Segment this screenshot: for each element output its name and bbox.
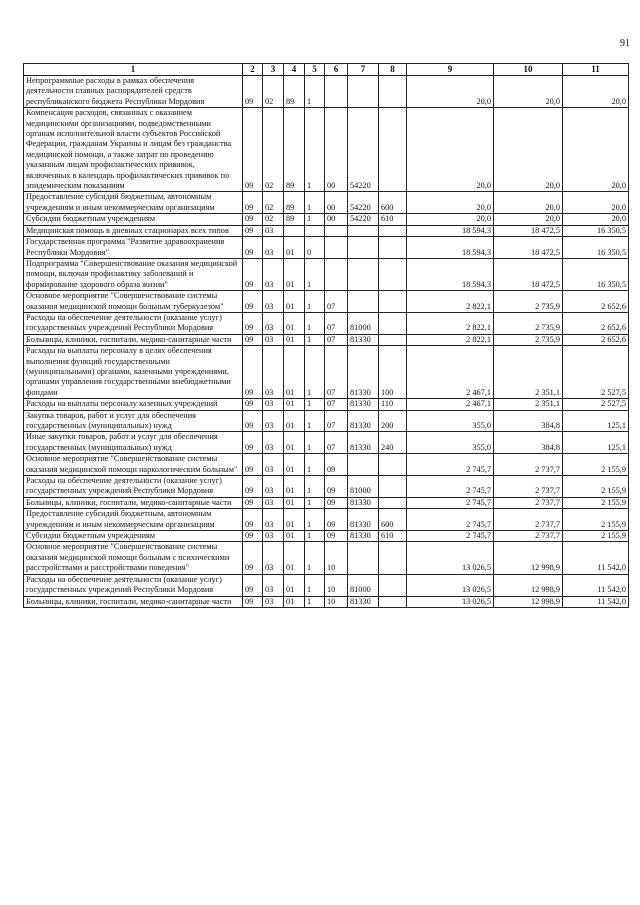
code-cell: 240 bbox=[379, 432, 407, 454]
code-cell: 01 bbox=[284, 399, 305, 410]
amount-cell: 125,1 bbox=[563, 410, 629, 432]
amount-cell: 2 155,9 bbox=[563, 476, 629, 498]
code-cell: 03 bbox=[263, 312, 284, 334]
table-row bbox=[24, 192, 629, 214]
code-cell: 09 bbox=[243, 108, 263, 192]
code-cell bbox=[325, 76, 348, 108]
table-row bbox=[24, 312, 629, 334]
amount-cell: 384,8 bbox=[494, 410, 563, 432]
table-body bbox=[24, 76, 629, 608]
column-header: 6 bbox=[325, 64, 348, 76]
amount-cell: 2 735,9 bbox=[494, 291, 563, 313]
code-cell: 1 bbox=[305, 454, 325, 476]
code-cell bbox=[305, 225, 325, 236]
code-cell: 01 bbox=[284, 258, 305, 290]
column-header: 4 bbox=[284, 64, 305, 76]
code-cell: 1 bbox=[305, 76, 325, 108]
row-name: Субсидии бюджетным учреждениям bbox=[24, 214, 243, 225]
code-cell: 01 bbox=[284, 291, 305, 313]
code-cell: 1 bbox=[305, 542, 325, 574]
row-name: Расходы на выплаты персоналу казенных учреждений bbox=[24, 399, 243, 410]
amount-cell: 2 745,7 bbox=[407, 531, 494, 542]
column-header: 11 bbox=[563, 64, 629, 76]
amount-cell: 384,8 bbox=[494, 432, 563, 454]
table-row bbox=[24, 399, 629, 410]
amount-cell: 2 737,7 bbox=[494, 454, 563, 476]
code-cell: 81330 bbox=[348, 410, 379, 432]
row-name: Иные закупки товаров, работ и услуг для обеспечения государственных (муниципальных) нужд bbox=[24, 432, 243, 454]
code-cell: 03 bbox=[263, 237, 284, 259]
row-name: Закупка товаров, работ и услуг для обеспечения государственных (муниципальных) нужд bbox=[24, 410, 243, 432]
code-cell: 03 bbox=[263, 334, 284, 345]
amount-cell: 2 745,7 bbox=[407, 497, 494, 508]
table-row bbox=[24, 542, 629, 574]
code-cell: 89 bbox=[284, 108, 305, 192]
table-row bbox=[24, 509, 629, 531]
code-cell: 03 bbox=[263, 454, 284, 476]
code-cell: 81330 bbox=[348, 497, 379, 508]
row-name: Больницы, клиники, госпитали, медико-санитарные части bbox=[24, 497, 243, 508]
code-cell: 01 bbox=[284, 596, 305, 607]
code-cell: 03 bbox=[263, 542, 284, 574]
code-cell: 09 bbox=[243, 476, 263, 498]
code-cell: 100 bbox=[379, 346, 407, 399]
code-cell: 09 bbox=[243, 334, 263, 345]
code-cell: 600 bbox=[379, 192, 407, 214]
code-cell: 01 bbox=[284, 432, 305, 454]
code-cell: 1 bbox=[305, 214, 325, 225]
amount-cell: 2 735,9 bbox=[494, 334, 563, 345]
code-cell: 09 bbox=[243, 192, 263, 214]
code-cell: 09 bbox=[243, 454, 263, 476]
code-cell: 07 bbox=[325, 291, 348, 313]
row-name: Больницы, клиники, госпитали, медико-санитарные части bbox=[24, 596, 243, 607]
table-row bbox=[24, 574, 629, 596]
amount-cell: 20,0 bbox=[563, 76, 629, 108]
code-cell bbox=[379, 574, 407, 596]
table-row bbox=[24, 258, 629, 290]
code-cell: 1 bbox=[305, 334, 325, 345]
amount-cell: 2 155,9 bbox=[563, 454, 629, 476]
code-cell: 09 bbox=[243, 237, 263, 259]
code-cell: 81000 bbox=[348, 574, 379, 596]
amount-cell: 2 745,7 bbox=[407, 454, 494, 476]
amount-cell: 2 745,7 bbox=[407, 509, 494, 531]
code-cell: 09 bbox=[243, 312, 263, 334]
amount-cell: 20,0 bbox=[494, 76, 563, 108]
table-row bbox=[24, 346, 629, 399]
code-cell: 09 bbox=[325, 476, 348, 498]
code-cell: 110 bbox=[379, 399, 407, 410]
amount-cell: 2 351,1 bbox=[494, 346, 563, 399]
code-cell bbox=[379, 596, 407, 607]
code-cell: 610 bbox=[379, 214, 407, 225]
code-cell bbox=[379, 225, 407, 236]
code-cell: 03 bbox=[263, 432, 284, 454]
code-cell: 03 bbox=[263, 497, 284, 508]
amount-cell: 2 155,9 bbox=[563, 531, 629, 542]
code-cell: 07 bbox=[325, 410, 348, 432]
code-cell: 02 bbox=[263, 192, 284, 214]
row-name: Субсидии бюджетным учреждениям bbox=[24, 531, 243, 542]
code-cell: 01 bbox=[284, 334, 305, 345]
code-cell: 1 bbox=[305, 432, 325, 454]
code-cell bbox=[379, 454, 407, 476]
code-cell: 09 bbox=[243, 542, 263, 574]
amount-cell: 13 026,5 bbox=[407, 574, 494, 596]
code-cell: 01 bbox=[284, 542, 305, 574]
table-row bbox=[24, 596, 629, 607]
code-cell bbox=[379, 476, 407, 498]
budget-table bbox=[23, 63, 629, 608]
table-row bbox=[24, 454, 629, 476]
code-cell: 09 bbox=[243, 399, 263, 410]
code-cell bbox=[325, 225, 348, 236]
table-header-row bbox=[24, 64, 629, 76]
code-cell bbox=[325, 237, 348, 259]
row-name: Подпрограмма "Совершенствование оказания медицинской помощи, включая профилактику заболеваний и формирование здорового образа жизни" bbox=[24, 258, 243, 290]
code-cell: 1 bbox=[305, 399, 325, 410]
code-cell: 200 bbox=[379, 410, 407, 432]
code-cell: 02 bbox=[263, 214, 284, 225]
row-name: Больницы, клиники, госпитали, медико-санитарные части bbox=[24, 334, 243, 345]
amount-cell: 18 594,3 bbox=[407, 258, 494, 290]
code-cell: 09 bbox=[243, 291, 263, 313]
code-cell: 07 bbox=[325, 399, 348, 410]
amount-cell: 13 026,5 bbox=[407, 542, 494, 574]
page-number: 91 bbox=[620, 38, 630, 49]
amount-cell: 12 998,9 bbox=[494, 542, 563, 574]
amount-cell: 11 542,0 bbox=[563, 574, 629, 596]
code-cell: 01 bbox=[284, 574, 305, 596]
code-cell: 1 bbox=[305, 108, 325, 192]
code-cell bbox=[348, 225, 379, 236]
row-name: Компенсация расходов, связанных с оказанием медицинскими организациями, подведомственными органам исполнительной власти субъектов Российской Федерации, гражданам Украины и лицам без гражданства медицинской помощи, а также затрат по проведению указанным лицам профилактических прививок, включенных в календарь профилактических прививок по эпидемическим показаниям bbox=[24, 108, 243, 192]
code-cell: 0 bbox=[305, 237, 325, 259]
amount-cell: 18 594,3 bbox=[407, 237, 494, 259]
row-name: Медицинская помощь в дневных стационарах всех типов bbox=[24, 225, 243, 236]
code-cell bbox=[379, 108, 407, 192]
code-cell: 1 bbox=[305, 410, 325, 432]
code-cell: 02 bbox=[263, 76, 284, 108]
code-cell: 00 bbox=[325, 108, 348, 192]
amount-cell: 2 822,1 bbox=[407, 312, 494, 334]
amount-cell: 2 527,5 bbox=[563, 399, 629, 410]
code-cell: 03 bbox=[263, 509, 284, 531]
code-cell: 10 bbox=[325, 596, 348, 607]
code-cell: 1 bbox=[305, 312, 325, 334]
code-cell: 81000 bbox=[348, 476, 379, 498]
column-header: 10 bbox=[494, 64, 563, 76]
code-cell: 03 bbox=[263, 531, 284, 542]
amount-cell: 2 467,1 bbox=[407, 399, 494, 410]
table-row bbox=[24, 76, 629, 108]
amount-cell: 20,0 bbox=[407, 76, 494, 108]
table-row bbox=[24, 410, 629, 432]
code-cell: 03 bbox=[263, 574, 284, 596]
amount-cell: 16 350,5 bbox=[563, 225, 629, 236]
code-cell: 09 bbox=[243, 531, 263, 542]
table-row bbox=[24, 237, 629, 259]
code-cell: 610 bbox=[379, 531, 407, 542]
code-cell: 1 bbox=[305, 531, 325, 542]
code-cell: 03 bbox=[263, 225, 284, 236]
column-header: 5 bbox=[305, 64, 325, 76]
amount-cell: 355,0 bbox=[407, 410, 494, 432]
code-cell: 81330 bbox=[348, 509, 379, 531]
code-cell: 1 bbox=[305, 476, 325, 498]
code-cell: 09 bbox=[243, 432, 263, 454]
amount-cell: 20,0 bbox=[563, 108, 629, 192]
code-cell: 01 bbox=[284, 237, 305, 259]
code-cell: 09 bbox=[243, 410, 263, 432]
code-cell: 1 bbox=[305, 596, 325, 607]
code-cell: 03 bbox=[263, 346, 284, 399]
code-cell: 03 bbox=[263, 258, 284, 290]
code-cell: 81330 bbox=[348, 334, 379, 345]
row-name: Расходы на обеспечение деятельности (оказание услуг) государственных учреждений Республики Мордовия bbox=[24, 574, 243, 596]
amount-cell: 20,0 bbox=[494, 108, 563, 192]
amount-cell: 20,0 bbox=[563, 214, 629, 225]
amount-cell: 2 737,7 bbox=[494, 476, 563, 498]
code-cell: 1 bbox=[305, 497, 325, 508]
amount-cell: 355,0 bbox=[407, 432, 494, 454]
code-cell: 03 bbox=[263, 596, 284, 607]
table-row bbox=[24, 334, 629, 345]
code-cell bbox=[379, 312, 407, 334]
row-name: Расходы на выплаты персоналу в целях обеспечения выполнения функций государственными (муниципальными) органами, казенными учреждениями, органами управления государственными внебюджетными фондами bbox=[24, 346, 243, 399]
amount-cell: 2 155,9 bbox=[563, 497, 629, 508]
code-cell bbox=[379, 291, 407, 313]
code-cell bbox=[348, 542, 379, 574]
table-row bbox=[24, 108, 629, 192]
column-header: 7 bbox=[348, 64, 379, 76]
code-cell: 54220 bbox=[348, 214, 379, 225]
table-row bbox=[24, 214, 629, 225]
code-cell: 09 bbox=[243, 596, 263, 607]
code-cell: 09 bbox=[243, 214, 263, 225]
amount-cell: 18 472,5 bbox=[494, 225, 563, 236]
amount-cell: 2 737,7 bbox=[494, 531, 563, 542]
row-name: Предоставление субсидий бюджетным, автономным учреждениям и иным некоммерческим организациям bbox=[24, 192, 243, 214]
code-cell: 81000 bbox=[348, 312, 379, 334]
code-cell bbox=[379, 542, 407, 574]
amount-cell: 18 472,5 bbox=[494, 258, 563, 290]
code-cell: 89 bbox=[284, 76, 305, 108]
code-cell: 09 bbox=[243, 509, 263, 531]
code-cell: 81330 bbox=[348, 432, 379, 454]
code-cell: 1 bbox=[305, 192, 325, 214]
table-row bbox=[24, 225, 629, 236]
amount-cell: 2 652,6 bbox=[563, 334, 629, 345]
table-row bbox=[24, 432, 629, 454]
code-cell: 09 bbox=[325, 509, 348, 531]
amount-cell: 2 351,1 bbox=[494, 399, 563, 410]
code-cell: 00 bbox=[325, 214, 348, 225]
amount-cell: 125,1 bbox=[563, 432, 629, 454]
amount-cell: 12 998,9 bbox=[494, 574, 563, 596]
amount-cell: 2 737,7 bbox=[494, 509, 563, 531]
code-cell: 81330 bbox=[348, 596, 379, 607]
row-name: Основное мероприятие "Совершенствование системы оказания медицинской помощи больным туберкулезом" bbox=[24, 291, 243, 313]
code-cell bbox=[348, 291, 379, 313]
amount-cell: 16 350,5 bbox=[563, 237, 629, 259]
amount-cell: 2 822,1 bbox=[407, 291, 494, 313]
code-cell: 00 bbox=[325, 192, 348, 214]
column-header: 1 bbox=[24, 64, 243, 76]
amount-cell: 2 737,7 bbox=[494, 497, 563, 508]
code-cell: 07 bbox=[325, 432, 348, 454]
code-cell: 03 bbox=[263, 476, 284, 498]
amount-cell: 11 542,0 bbox=[563, 542, 629, 574]
amount-cell: 2 467,1 bbox=[407, 346, 494, 399]
code-cell: 09 bbox=[243, 346, 263, 399]
amount-cell: 20,0 bbox=[407, 108, 494, 192]
code-cell: 01 bbox=[284, 312, 305, 334]
code-cell: 89 bbox=[284, 214, 305, 225]
code-cell bbox=[348, 258, 379, 290]
amount-cell: 2 735,9 bbox=[494, 312, 563, 334]
amount-cell: 2 527,5 bbox=[563, 346, 629, 399]
code-cell: 02 bbox=[263, 108, 284, 192]
code-cell: 600 bbox=[379, 509, 407, 531]
row-name: Основное мероприятие "Совершенствование системы оказания медицинской помощи наркологическим больным" bbox=[24, 454, 243, 476]
column-header: 9 bbox=[407, 64, 494, 76]
row-name: Непрограммные расходы в рамках обеспечения деятельности главных распорядителей средств республиканского бюджета Республики Мордовия bbox=[24, 76, 243, 108]
row-name: Расходы на обеспечение деятельности (оказание услуг) государственных учреждений Республики Мордовия bbox=[24, 476, 243, 498]
amount-cell: 20,0 bbox=[494, 192, 563, 214]
amount-cell: 11 542,0 bbox=[563, 596, 629, 607]
code-cell: 09 bbox=[243, 258, 263, 290]
code-cell: 01 bbox=[284, 497, 305, 508]
code-cell: 09 bbox=[325, 497, 348, 508]
amount-cell: 2 155,9 bbox=[563, 509, 629, 531]
amount-cell: 20,0 bbox=[407, 214, 494, 225]
amount-cell: 20,0 bbox=[407, 192, 494, 214]
amount-cell: 13 026,5 bbox=[407, 596, 494, 607]
code-cell: 03 bbox=[263, 399, 284, 410]
amount-cell: 18 472,5 bbox=[494, 237, 563, 259]
column-header: 2 bbox=[243, 64, 263, 76]
code-cell bbox=[379, 76, 407, 108]
code-cell: 1 bbox=[305, 509, 325, 531]
code-cell: 1 bbox=[305, 346, 325, 399]
code-cell bbox=[348, 237, 379, 259]
code-cell: 07 bbox=[325, 346, 348, 399]
code-cell: 07 bbox=[325, 312, 348, 334]
code-cell: 1 bbox=[305, 258, 325, 290]
row-name: Основное мероприятие "Совершенствование системы оказания медицинской помощи больным с психическими расстройствами и расстройствами поведения" bbox=[24, 542, 243, 574]
code-cell: 09 bbox=[243, 225, 263, 236]
code-cell bbox=[284, 225, 305, 236]
code-cell: 1 bbox=[305, 574, 325, 596]
code-cell: 81330 bbox=[348, 346, 379, 399]
code-cell: 07 bbox=[325, 334, 348, 345]
code-cell: 09 bbox=[325, 531, 348, 542]
table-row bbox=[24, 476, 629, 498]
amount-cell: 20,0 bbox=[563, 192, 629, 214]
amount-cell: 12 998,9 bbox=[494, 596, 563, 607]
code-cell: 1 bbox=[305, 291, 325, 313]
code-cell: 54220 bbox=[348, 108, 379, 192]
row-name: Государственная программа "Развитие здравоохранения Республики Мордовия" bbox=[24, 237, 243, 259]
code-cell bbox=[348, 454, 379, 476]
code-cell: 01 bbox=[284, 531, 305, 542]
code-cell bbox=[379, 258, 407, 290]
code-cell bbox=[379, 237, 407, 259]
column-header: 3 bbox=[263, 64, 284, 76]
code-cell: 03 bbox=[263, 291, 284, 313]
code-cell: 09 bbox=[243, 574, 263, 596]
amount-cell: 20,0 bbox=[494, 214, 563, 225]
code-cell: 10 bbox=[325, 542, 348, 574]
amount-cell: 2 822,1 bbox=[407, 334, 494, 345]
table-row bbox=[24, 497, 629, 508]
code-cell bbox=[379, 334, 407, 345]
code-cell bbox=[379, 497, 407, 508]
code-cell: 01 bbox=[284, 476, 305, 498]
row-name: Предоставление субсидий бюджетным, автономным учреждениям и иным некоммерческим организациям bbox=[24, 509, 243, 531]
code-cell: 01 bbox=[284, 410, 305, 432]
code-cell bbox=[325, 258, 348, 290]
code-cell bbox=[348, 76, 379, 108]
table-row bbox=[24, 291, 629, 313]
amount-cell: 16 350,5 bbox=[563, 258, 629, 290]
code-cell: 01 bbox=[284, 346, 305, 399]
row-name: Расходы на обеспечение деятельности (оказание услуг) государственных учреждений Республики Мордовия bbox=[24, 312, 243, 334]
code-cell: 09 bbox=[325, 454, 348, 476]
code-cell: 01 bbox=[284, 509, 305, 531]
table-row bbox=[24, 531, 629, 542]
code-cell: 09 bbox=[243, 497, 263, 508]
code-cell: 09 bbox=[243, 76, 263, 108]
code-cell: 54220 bbox=[348, 192, 379, 214]
amount-cell: 2 652,6 bbox=[563, 312, 629, 334]
code-cell: 89 bbox=[284, 192, 305, 214]
code-cell: 81330 bbox=[348, 531, 379, 542]
code-cell: 01 bbox=[284, 454, 305, 476]
code-cell: 03 bbox=[263, 410, 284, 432]
amount-cell: 2 745,7 bbox=[407, 476, 494, 498]
code-cell: 10 bbox=[325, 574, 348, 596]
amount-cell: 2 652,6 bbox=[563, 291, 629, 313]
column-header: 8 bbox=[379, 64, 407, 76]
amount-cell: 18 594,3 bbox=[407, 225, 494, 236]
code-cell: 81330 bbox=[348, 399, 379, 410]
